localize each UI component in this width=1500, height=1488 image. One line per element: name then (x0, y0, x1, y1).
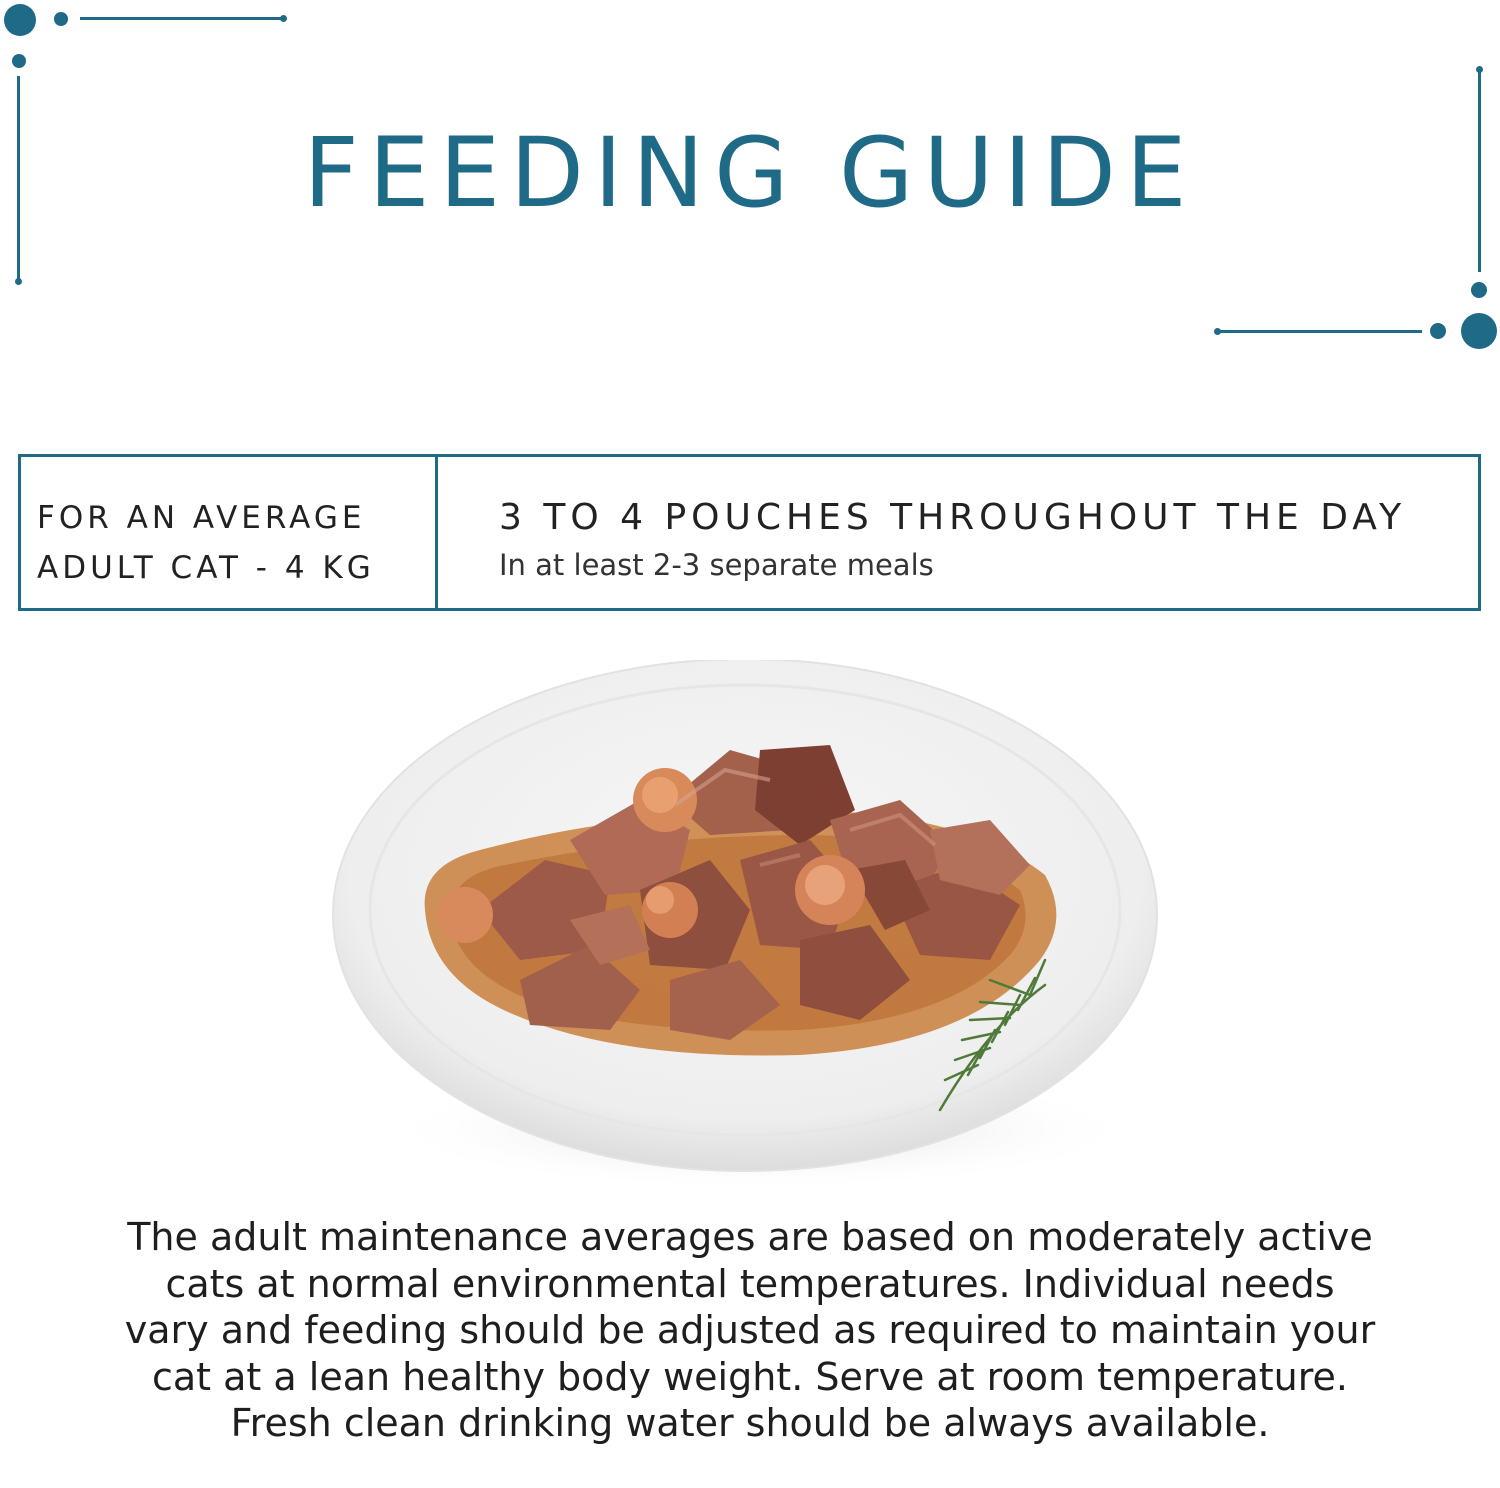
cat-weight-cell (21, 457, 438, 608)
food-plate-image (330, 660, 1160, 1200)
cat-weight-label-line2: ADULT CAT - 4 KG (37, 550, 375, 586)
meal-frequency: In at least 2-3 separate meals (499, 548, 934, 582)
feeding-note: The adult maintenance averages are based on moderately active cats at normal environmental temperatures. Individual needs vary and feeding should be adjusted as required to maintain your cat at a lean healthy body weight. Serve at room temperature. Fresh clean drinking water should be always available. (124, 1215, 1376, 1445)
feeding-amount-cell (438, 457, 1478, 608)
cat-weight-label-line1: FOR AN AVERAGE (37, 500, 366, 536)
cat-weight-label (37, 493, 375, 593)
page-title: FEEDING GUIDE (303, 117, 1197, 229)
feeding-table (18, 454, 1481, 611)
feeding-amount: 3 TO 4 POUCHES THROUGHOUT THE DAY (499, 497, 1407, 538)
